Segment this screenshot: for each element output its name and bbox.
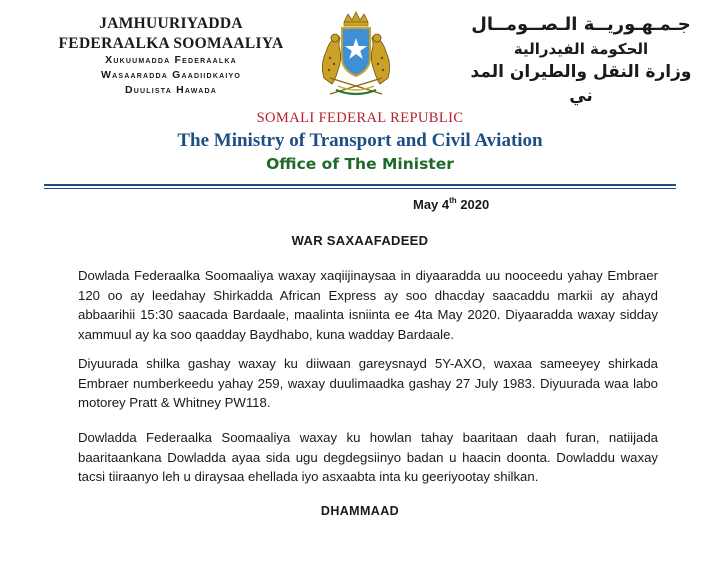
office-title: Office of The Minister bbox=[266, 155, 454, 173]
paragraph-line: tacsi tiiraanyo leh u diraysaa ehellada iyo asxaabta inta ku geeriyootay shilkan. bbox=[78, 469, 539, 484]
document-date bbox=[413, 196, 489, 212]
somalia-coat-of-arms-icon bbox=[308, 8, 404, 100]
body-paragraph bbox=[78, 266, 658, 344]
letterhead-arabic-line: الحكومة الفيدرالية bbox=[513, 40, 649, 58]
letterhead-arabic bbox=[466, 12, 696, 108]
paragraph-line: baaritaankana Dowladda ayaa sida ugu degdegsiinyo badan u haacin doonta. Dowladdu waxay bbox=[78, 449, 658, 465]
header-divider bbox=[44, 188, 676, 189]
paragraph-line: Embraer numberkeedu yahay 259, waxay duulimaadka gashay 27 July 1983. Diyuurada waa labo bbox=[78, 375, 658, 391]
date-year: 2020 bbox=[456, 197, 490, 212]
paragraph-line: abbaarihii 15:30 saacada Bardaale, maalinta isniinta ee 4ta May 2020. Diyaaradda waxay sidday bbox=[78, 307, 658, 322]
paragraph-line: motorey Pratt & Whitney PW118. bbox=[78, 395, 271, 410]
header-divider bbox=[44, 184, 676, 186]
letterhead-somali-line: Xukuumadda Federaalka bbox=[105, 54, 237, 66]
paragraph-line: Dowladda Federaalka Soomaaliya waxay ku howlan tahay baaritaan daah furan, natiijada bbox=[78, 430, 658, 445]
paragraph-line: Diyuurada shilka gashay waxay ku diiwaan gareysnayd 5Y-AXO, waxaa sameeyey shirkada bbox=[78, 356, 658, 371]
ministry-title: The Ministry of Transport and Civil Aviation bbox=[177, 130, 543, 151]
date-month-day: May 4 bbox=[413, 197, 450, 212]
letterhead-somali-line: FEDERAALKA SOOMAALIYA bbox=[58, 35, 284, 52]
closing-text: DHAMMAAD bbox=[320, 504, 400, 518]
body-paragraph bbox=[78, 428, 658, 487]
letterhead-somali bbox=[36, 14, 306, 98]
republic-title: SOMALI FEDERAL REPUBLIC bbox=[256, 110, 464, 126]
body-paragraph bbox=[78, 354, 658, 413]
letterhead-somali-line: Wasaaradda Gaadiidkaiyo bbox=[101, 69, 241, 81]
letterhead-somali-line: Duulista Hawada bbox=[125, 84, 217, 96]
paragraph-line: Dowlada Federaalka Soomaaliya waxay xaqiijinaysaa in diyaaradda uu nooceedu yahay Embraer bbox=[78, 268, 658, 283]
letterhead-arabic-line: وزارة النقل والطيران المد ني bbox=[470, 62, 692, 106]
letterhead-arabic-line: جـمـهـوريــة الـصــومــال bbox=[471, 14, 691, 35]
document-heading: WAR SAXAAFADEED bbox=[291, 233, 429, 248]
paragraph-line: 120 oo ay leedahay Shirkadda African Express ay soo dhacday saacaddu markii ay ahayd bbox=[78, 287, 658, 303]
date-suffix: th bbox=[449, 196, 457, 205]
paragraph-line: xammuul ay ka soo qaadday Baydhabo, kuna wadday Bardaale. bbox=[78, 326, 455, 342]
letterhead-somali-line: JAMHUURIYADDA bbox=[99, 15, 243, 32]
